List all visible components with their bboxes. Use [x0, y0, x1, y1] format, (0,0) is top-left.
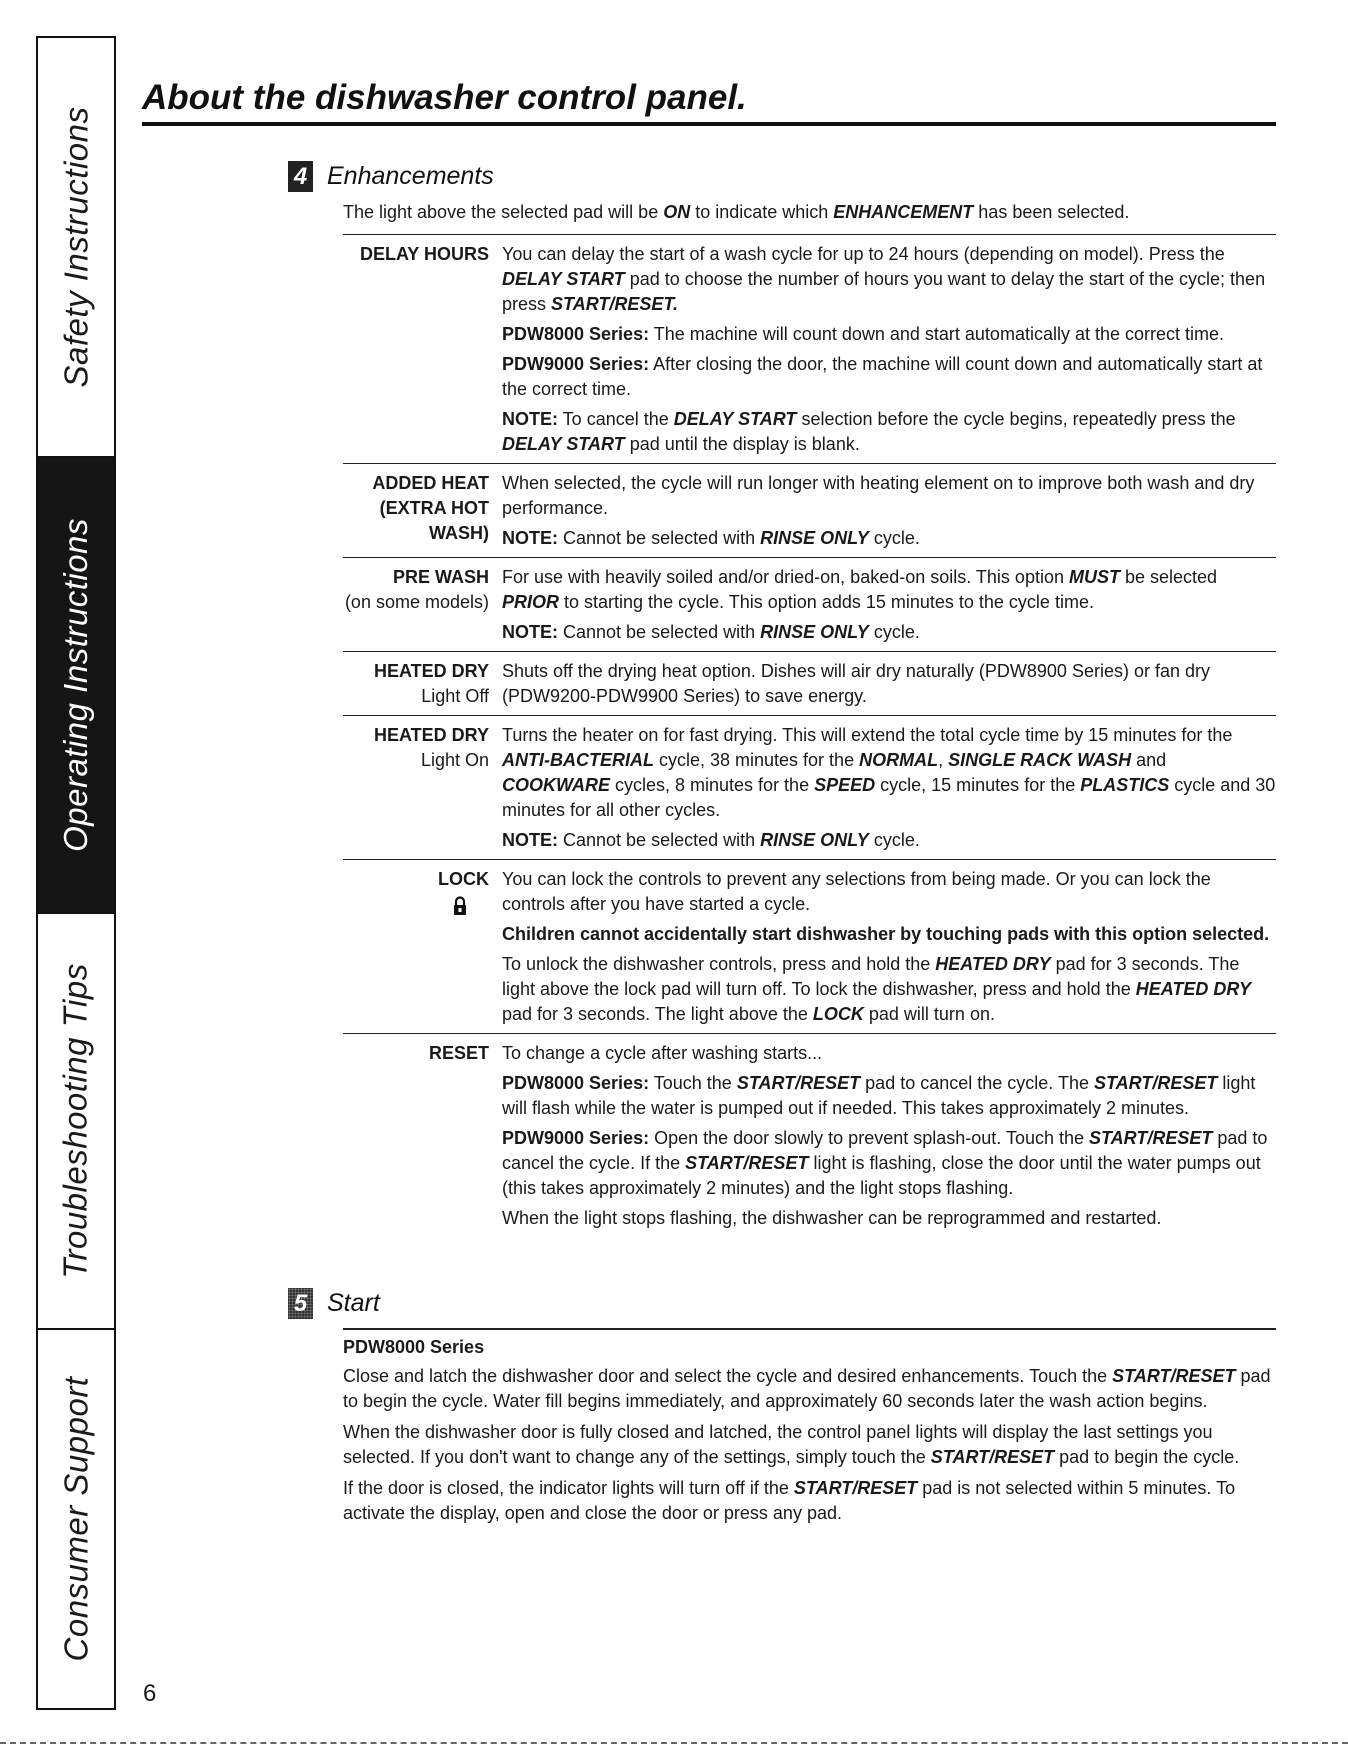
enhancement-row-heated-dry-off [343, 651, 1276, 715]
side-tabs [36, 36, 116, 1710]
tab-label: Safety Instructions [57, 106, 94, 388]
section-number-badge: 4 [288, 161, 313, 192]
row-label: RESET [428, 1043, 489, 1063]
tab-label: Operating Instructions [57, 518, 94, 852]
lock-icon [453, 896, 467, 916]
enhancement-row-heated-dry-on [343, 715, 1276, 859]
tab-consumer-support [38, 1330, 114, 1708]
page-title: About the dishwasher control panel. [142, 78, 747, 117]
row-label: DELAY HOURS [359, 244, 489, 264]
row-label: LOCK [343, 867, 502, 1027]
tab-safety-instructions [38, 38, 114, 458]
tab-operating-instructions [38, 458, 114, 914]
paragraph: If the door is closed, the indicator lights will turn off if the START/RESET pad is not selected within 5 minutes. To activate the display, open and close the door or press any pad. [343, 1478, 1236, 1523]
section-5-heading [288, 1288, 380, 1319]
enhancement-row-lock [343, 859, 1276, 1033]
row-description: You can delay the start of a wash cycle for up to 24 hours (depending on model). Press the DELAY START pad to choose the number of hours you want to delay the start of the cycle; then press START/RESET. PDW8000 Series: The machine will count down and start automatically at the correct time. PDW9000 Series: After closing the door, the machine will count down and automatically start at the correct time. NOTE: To cancel the DELAY START selection before the cycle begins, repeatedly press the DELAY START pad until the display is blank. [502, 244, 1266, 454]
row-label: ADDED HEAT (EXTRA HOT WASH) [372, 473, 489, 543]
row-description: Shuts off the drying heat option. Dishes will air dry naturally (PDW8900 Series) or fan dry (PDW9200-PDW9900 Series) to save energy. [502, 661, 1210, 706]
section-title: Start [327, 1289, 380, 1317]
enhancements-table [343, 234, 1276, 1237]
paragraph: Close and latch the dishwasher door and select the cycle and desired enhancements. Touch the START/RESET pad to begin the cycle. Water fill begins immediately, and approximately 60 seconds later the wash action begins. [343, 1366, 1271, 1411]
title-divider [142, 122, 1276, 126]
row-description: You can lock the controls to prevent any selections from being made. Or you can lock the controls after you have started a cycle. Children cannot accidentally start dishwasher by touching pads with this option selected. To unlock the dishwasher controls, press and hold the HEATED DRY pad for 3 seconds. The light above the lock pad will turn off. To lock the dishwasher, press and hold the HEATED DRY pad for 3 seconds. The light above the LOCK pad will turn on. [502, 869, 1270, 1024]
row-label: PRE WASH (on some models) [344, 567, 489, 612]
section-5-divider [343, 1328, 1276, 1330]
row-label: HEATED DRY Light On [373, 725, 489, 770]
section-4-intro: The light above the selected pad will be ON to indicate which ENHANCEMENT has been selected. [343, 202, 1130, 222]
enhancement-row-delay-hours [343, 234, 1276, 463]
section-5-body [343, 1335, 1276, 1532]
page-number: 6 [143, 1680, 157, 1707]
row-description: To change a cycle after washing starts... PDW8000 Series: Touch the START/RESET pad to cancel the cycle. The START/RESET light will flash while the water is pumped out if needed. This takes approximately 2 minutes. PDW9000 Series: Open the door slowly to prevent splash-out. Touch the START/RESET pad to cancel the cycle. If the START/RESET light is flashing, close the door until the water pumps out (this takes approximately 2 minutes) and the light stops flashing. When the light stops flashing, the dishwasher can be reprogrammed and restarted. [502, 1043, 1268, 1228]
row-label: HEATED DRY Light Off [373, 661, 489, 706]
tab-troubleshooting-tips [38, 914, 114, 1330]
page-edge-divider [0, 1742, 1348, 1744]
enhancement-row-reset [343, 1033, 1276, 1237]
section-4-heading [288, 161, 494, 192]
row-description: For use with heavily soiled and/or dried-on, baked-on soils. This option MUST be selected PRIOR to starting the cycle. This option adds 15 minutes to the cycle time. NOTE: Cannot be selected with RINSE ONLY cycle. [502, 567, 1218, 642]
section-title: Enhancements [327, 162, 494, 190]
row-description: When selected, the cycle will run longer with heating element on to improve both wash and dry performance. NOTE: Cannot be selected with RINSE ONLY cycle. [502, 473, 1255, 548]
section-5-subheading: PDW8000 Series [343, 1337, 485, 1357]
section-number-badge: 5 [288, 1288, 313, 1319]
tab-label: Consumer Support [57, 1376, 95, 1662]
tab-label: Troubleshooting Tips [57, 963, 94, 1279]
enhancement-row-pre-wash [343, 557, 1276, 651]
row-description: Turns the heater on for fast drying. This will extend the total cycle time by 15 minutes for the ANTI-BACTERIAL cycle, 38 minutes for the NORMAL, SINGLE RACK WASH and COOKWARE cycles, 8 minutes for the SPEED cycle, 15 minutes for the PLASTICS cycle and 30 minutes for all other cycles. NOTE: Cannot be selected with RINSE ONLY cycle. [502, 725, 1276, 850]
paragraph: When the dishwasher door is fully closed and latched, the control panel lights will display the last settings you selected. If you don't want to change any of the settings, simply touch the START/RESET pad to begin the cycle. [343, 1422, 1240, 1467]
enhancement-row-added-heat [343, 463, 1276, 557]
